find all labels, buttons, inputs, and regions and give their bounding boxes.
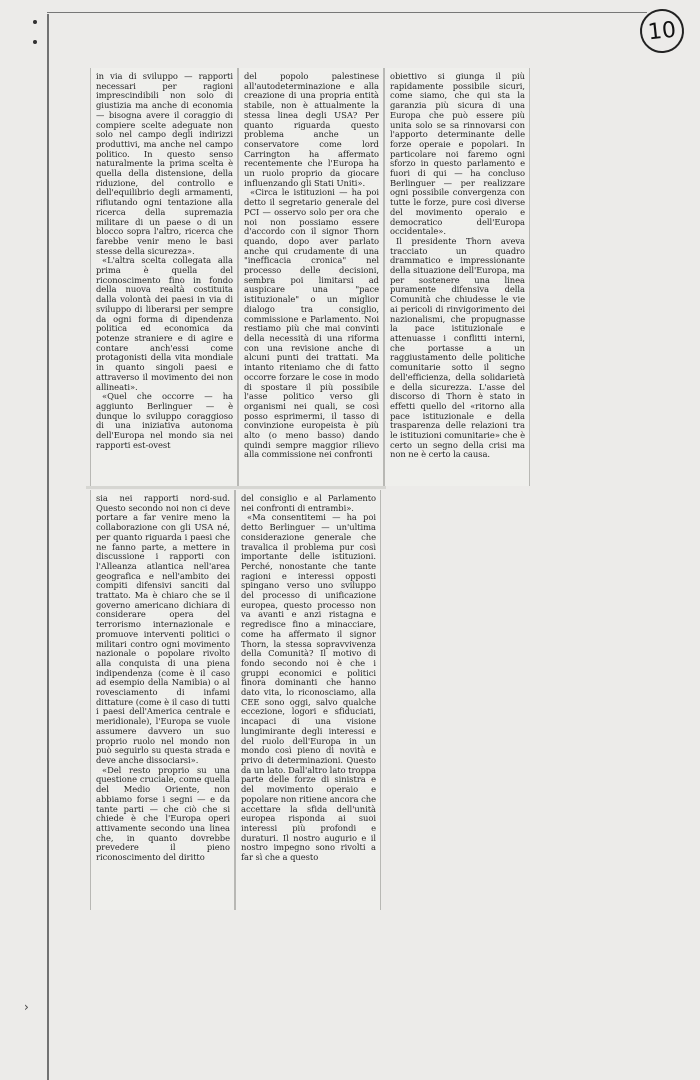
top-rule bbox=[47, 12, 647, 13]
edge-mark-icon: › bbox=[24, 1000, 29, 1014]
paragraph: Il presidente Thorn aveva tracciato un quadro drammatico e impressionante della situazione dell'Europa, ma per sostenere una linea puramente difensiva della Comunità che chiudesse le vie ai pericoli di rinvigorimento dei nazionalismi, che propugnasse la pace istituzionale e attenuasse i conflitti interni, che portasse a un raggiustamento delle politiche comunitarie sotto il segno dell'efficienza, della solidarietà e della sicurezza. L'asse del discorso di Thorn è stato in effetti quello del «ritorno alla pace istituzionale e della trasparenza delle relazioni tra le istituzioni comunitarie» che è certo un segno della crisi ma non ne è certo la causa. bbox=[390, 235, 525, 460]
clipping-column-3 bbox=[384, 68, 530, 486]
clipping-column-2 bbox=[238, 68, 384, 486]
page-number: 10 bbox=[638, 7, 686, 55]
paragraph: «Del resto proprio su una questione cruciale, come quella del Medio Oriente, non abbiamo forse i segni — e da tante parti — che ciò che si chiede è che l'Europa operi attivamente secondo una linea che, in quanto dovrebbe prevedere il pieno riconoscimento del diritto bbox=[96, 764, 230, 863]
clipping-column-4 bbox=[90, 490, 235, 910]
clipping-column-5 bbox=[235, 490, 381, 910]
paragraph: «Ma consentitemi — ha poi detto Berlinguer — un'ultima considerazione generale che travalica il problema pur così importante delle istituzioni. Perché, nonostante che tante ragioni e interessi opposti spingano verso uno sviluppo del processo di unificazione europea, questo processo non va avanti e anzi ristagna e regredisce fino a minacciare, come ha affermato il signor Thorn, la stessa sopravvivenza della Comunità? Il motivo di fondo secondo noi è che i gruppi economici e politici finora dominanti che hanno dato vita, lo riconosciamo, alla CEE sono oggi, salvo qualche eccezione, logori e sfiduciati, incapaci di una visione lungimirante degli interessi e del ruolo dell'Europa in un mondo così pieno di novità e privo di determinazioni. Questo da un lato. Dall'altro lato troppa parte delle forze di sinistra e del movimento operaio e popolare non ritiene ancora che accettare la sfida dell'unità europea risponda ai suoi interessi più profondi e duraturi. Il nostro augurio e il nostro impegno sono rivolti a far sì che a questo bbox=[241, 512, 377, 863]
paragraph: del popolo palestinese all'autodeterminazione e alla creazione di una propria entità stabile, non è attualmente la stessa linea degli USA? Per quanto riguarda questo problema anche un conservatore come lord Carrington ha affermato recentemente che l'Europa ha un ruolo proprio da giocare influenzando gli Stati Uniti». bbox=[244, 71, 379, 188]
paragraph: sia nei rapporti nord-sud. Questo secondo noi non ci deve portare a far venire meno la collaborazione con gli USA né, per quanto riguarda i paesi che ne fanno parte, a mettere in discussione i rapporti con l'Alleanza atlantica nell'area geografica e nell'ambito dei compiti difensivi sanciti dal trattato. Ma è chiaro che se il governo americano dichiara di considerare opera del terrorismo internazionale e promuove interventi politici o militari contro ogni movimento nazionale o popolare rivolto alla conquista di una piena indipendenza (come è il caso ad esempio della Namibia) o al rovesciamento di infami dittature (come è il caso di tutti i paesi dell'America centrale e meridionale), l'Europa se vuole assumere davvero un suo proprio ruolo nel mondo non può seguirlo su questa strada e deve anche dissociarsi». bbox=[96, 493, 230, 765]
paragraph: in via di sviluppo — rapporti necessari per ragioni imprescindibili non solo di giustizia ma anche di economia — bisogna avere il coraggio di compiere scelte adeguate non solo nel campo degli indirizzi produttivi, ma anche nel campo politico. In questo senso naturalmente la prima scelta è quella della distensione, della riduzione, del controllo e dell'equilibrio degli armamenti, rifiutando ogni tentazione alla ricerca della supremazia militare di un paese o di un blocco sopra l'altro, ricerca che farebbe venir meno le basi stesse della sicurezza». bbox=[96, 71, 233, 256]
paragraph: obiettivo si giunga il più rapidamente possibile sicuri, come siamo, che qui sta la garanzia più sicura di una Europa che può essere più unita solo se sa rinnovarsi con l'apporto determinante delle forze operaie e popolari. In particolare noi faremo ogni sforzo in questo parlamento e fuori di qui — ha concluso Berlinguer — per realizzare ogni possibile convergenza con tutte le forze, pure così diverse del movimento operaio e democratico dell'Europa occidentale». bbox=[390, 71, 525, 237]
paragraph: «Quel che occorre — ha aggiunto Berlinguer — è dunque lo sviluppo coraggioso di una iniziativa autonoma dell'Europa nel mondo sia nei rapporti est-ovest bbox=[96, 391, 233, 450]
paste-seam bbox=[86, 486, 386, 489]
clipping-column-1 bbox=[90, 68, 238, 486]
punch-hole bbox=[33, 40, 37, 44]
punch-hole bbox=[33, 20, 37, 24]
paragraph: del consiglio e al Parlamento nei confronti di entrambi». bbox=[241, 493, 376, 513]
paragraph: «Circa le istituzioni — ha poi detto il segretario generale del PCI — osservo solo per ora che noi non possiamo essere d'accordo con il signor Thorn quando, dopo aver parlato anche qui crudamente di una "inefficacia cronica" nel processo delle decisioni, sembra poi limitarsi ad auspicare una "pace istituzionale" o un miglior dialogo tra consiglio, commissione e Parlamento. Noi restiamo più che mai convinti della necessità di una riforma con una revisione anche di alcuni punti dei trattati. Ma intanto riteniamo che di fatto occorre forzare le cose in modo di spostare il più possibile l'asse politico verso gli organismi nei quali, se così posso esprimermi, il tasso di convinzione europeista è più alto (o meno basso) dando quindi sempre maggior rilievo alla commissione nei confronti bbox=[244, 187, 379, 460]
paragraph: «L'altra scelta collegata alla prima è quella del riconoscimento fino in fondo della nuova realtà costituita dalla volontà dei paesi in via di sviluppo di liberarsi per sempre da ogni forma di dipendenza politica ed economica da potenze straniere e di agire e contare anch'essi come protagonisti della vita mondiale in quanto singoli paesi e attraverso il movimento dei non allineati». bbox=[96, 255, 233, 392]
binding-margin-line bbox=[47, 14, 49, 1080]
